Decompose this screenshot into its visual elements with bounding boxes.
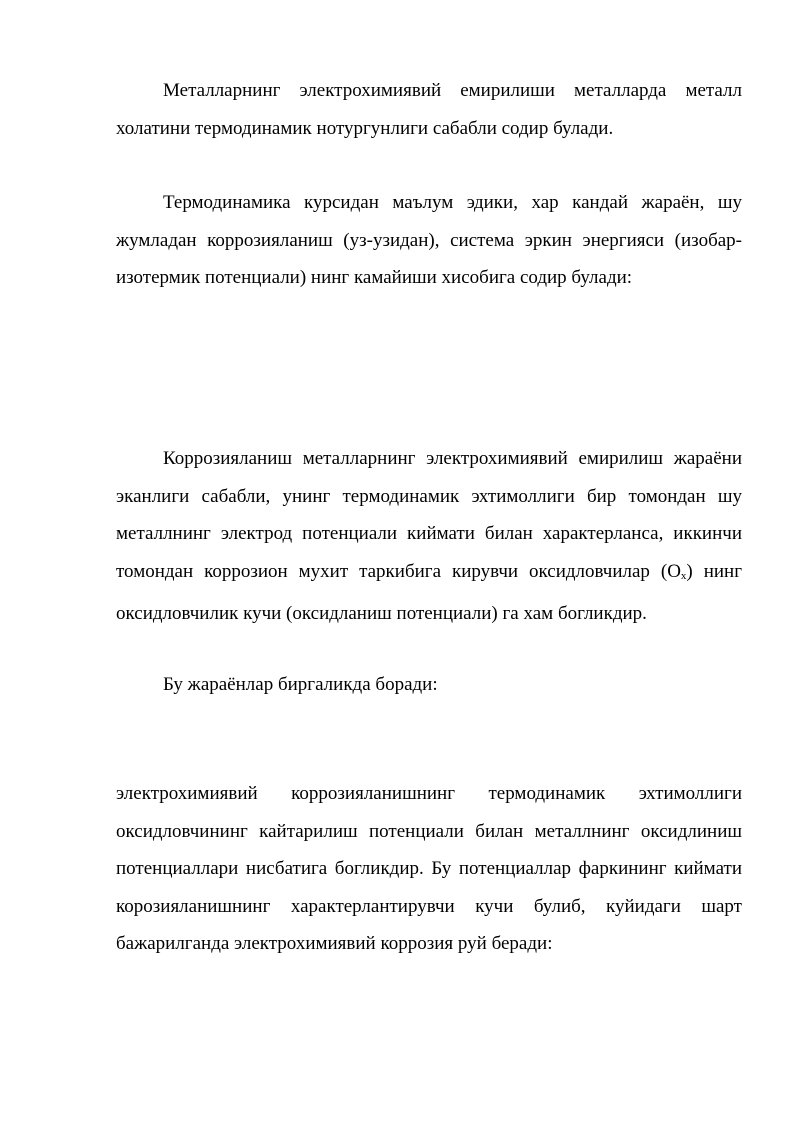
paragraph-corrosion-electrochemical xyxy=(116,440,742,633)
paragraph-thermodynamic-probability: электрохимиявий коррозияланишнинг термодинамик эхтимоллиги оксидловчининг кайтарилиш потенциали билан металлнинг оксидлиниш потенциаллари нисбатига богликдир. Бу потенциаллар фаркининг киймати корозияланишнинг характерлантирувчи кучи булиб, куйидаги шарт бажарилганда электрохимиявий коррозия руй беради: xyxy=(116,783,742,955)
subscript-x: x xyxy=(680,569,687,582)
paragraph-processes-together: Бу жараёнлар биргаликда боради: xyxy=(163,674,438,695)
paragraph-thermodynamics: Термодинамика курсидан маълум эдики, хар кандай жараён, шу жумладан коррозияланиш (уз-узидан), система эркин энергияси (изобар-изотермик потенциали) нинг камайиши хисобига содир булади: xyxy=(116,192,742,289)
paragraph-metal-corrosion-intro: Металларнинг электрохимиявий емирилиши металларда металл холатини термодинамик нотургунлиги сабабли содир булади. xyxy=(116,80,742,139)
paragraph-text-after-subscript: ) нинг оксидловчилик кучи (оксидланиш потенциали) га хам богликдир. xyxy=(116,560,742,625)
paragraph-text-before-subscript: Коррозияланиш металларнинг электрохимиявий емирилиш жараёни эканлиги сабабли, унинг термодинамик эхтимоллиги бир томондан шу металлнинг электрод потенциали киймати билан характерланса, иккинчи томондан коррозион мухит таркибига кирувчи оксидловчилар (O xyxy=(116,448,742,582)
